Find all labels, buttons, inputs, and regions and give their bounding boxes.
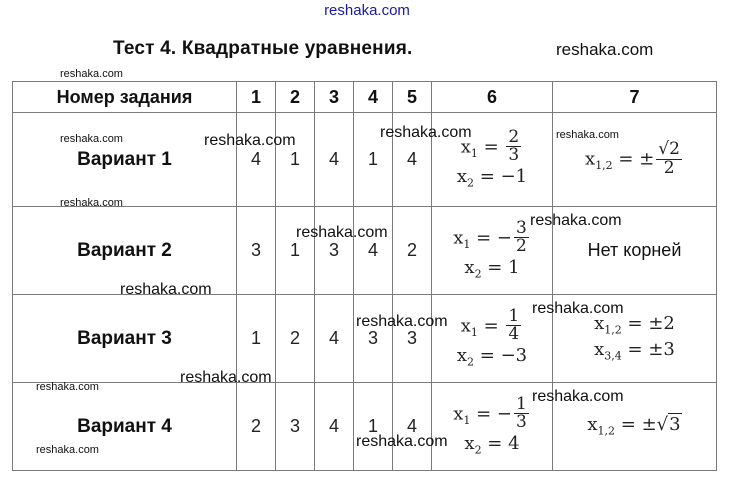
- header-col-1: 1: [237, 82, 276, 113]
- watermark: reshaka.com: [532, 388, 624, 405]
- answer-cell: 4: [315, 113, 354, 207]
- answer-cell: 4: [393, 383, 432, 471]
- watermark: reshaka.com: [530, 212, 622, 229]
- header-col-7: 7: [553, 82, 717, 113]
- header-col-6: 6: [432, 82, 553, 113]
- variant-label: Вариант 3: [13, 295, 237, 383]
- header-col-2: 2: [276, 82, 315, 113]
- answer-cell: 4: [237, 113, 276, 207]
- answer-cell: 4: [315, 295, 354, 383]
- task6-answer: $x_1$ = − $\frac{1}{3}$ $x_2 = 4$: [432, 383, 553, 471]
- answer-cell: 4: [393, 113, 432, 207]
- header-col-4: 4: [354, 82, 393, 113]
- variant-label: Вариант 2: [13, 207, 237, 295]
- header-col-3: 3: [315, 82, 354, 113]
- watermark: reshaka.com: [296, 224, 388, 241]
- page-title: Тест 4. Квадратные уравнения.: [113, 38, 413, 59]
- answer-cell: 1: [237, 295, 276, 383]
- watermark: reshaka.com: [60, 133, 123, 145]
- answer-cell: 3: [315, 207, 354, 295]
- table-header-row: [13, 82, 717, 113]
- watermark: reshaka.com: [356, 313, 448, 330]
- watermark: reshaka.com: [180, 369, 272, 386]
- watermark: reshaka.com: [36, 381, 99, 393]
- watermark: reshaka.com: [204, 132, 296, 149]
- site-link[interactable]: reshaka.com: [324, 2, 410, 19]
- task6-answer: $x_1$ = − $\frac{3}{2}$ $x_2 = 1$: [432, 207, 553, 295]
- watermark: reshaka.com: [380, 124, 472, 141]
- answer-cell: 2: [237, 383, 276, 471]
- watermark: reshaka.com: [532, 300, 624, 317]
- task7-answer: Нет корней: [553, 207, 717, 295]
- variant-label: Вариант 1: [13, 113, 237, 207]
- header-task-number: Номер задания: [13, 82, 237, 113]
- task6-answer: $x_1$ = $\frac{2}{3}$ $x_2 = -1$: [432, 113, 553, 207]
- watermark: reshaka.com: [556, 129, 619, 141]
- watermark: reshaka.com: [60, 197, 123, 209]
- watermark-title: reshaka.com: [556, 40, 654, 59]
- answer-cell: 3: [276, 383, 315, 471]
- watermark: reshaka.com: [36, 444, 99, 456]
- variant-label: Вариант 4: [13, 383, 237, 471]
- task7-answer: $x_{1,2}$ = ± $\frac{√2}{2}$: [553, 113, 717, 207]
- answer-cell: 1: [354, 383, 393, 471]
- answer-cell: 1: [276, 207, 315, 295]
- task7-answer: $x_{1,2} = \pm√3$: [553, 383, 717, 471]
- answer-cell: 3: [354, 295, 393, 383]
- task6-answer: $x_1$ = $\frac{1}{4}$ $x_2 = -3$: [432, 295, 553, 383]
- table-row: [13, 113, 717, 207]
- answer-cell: 3: [393, 295, 432, 383]
- header-col-5: 5: [393, 82, 432, 113]
- answer-cell: 4: [315, 383, 354, 471]
- answer-cell: 4: [354, 207, 393, 295]
- watermark: reshaka.com: [60, 68, 123, 80]
- watermark: reshaka.com: [120, 281, 212, 298]
- answer-cell: 1: [276, 113, 315, 207]
- answer-cell: 3: [237, 207, 276, 295]
- watermark: reshaka.com: [356, 433, 448, 450]
- answer-cell: 1: [354, 113, 393, 207]
- answer-cell: 2: [276, 295, 315, 383]
- task7-answer: $x_{1,2} = \pm 2$ $x_{3,4} = \pm 3$: [553, 295, 717, 383]
- answer-cell: 2: [393, 207, 432, 295]
